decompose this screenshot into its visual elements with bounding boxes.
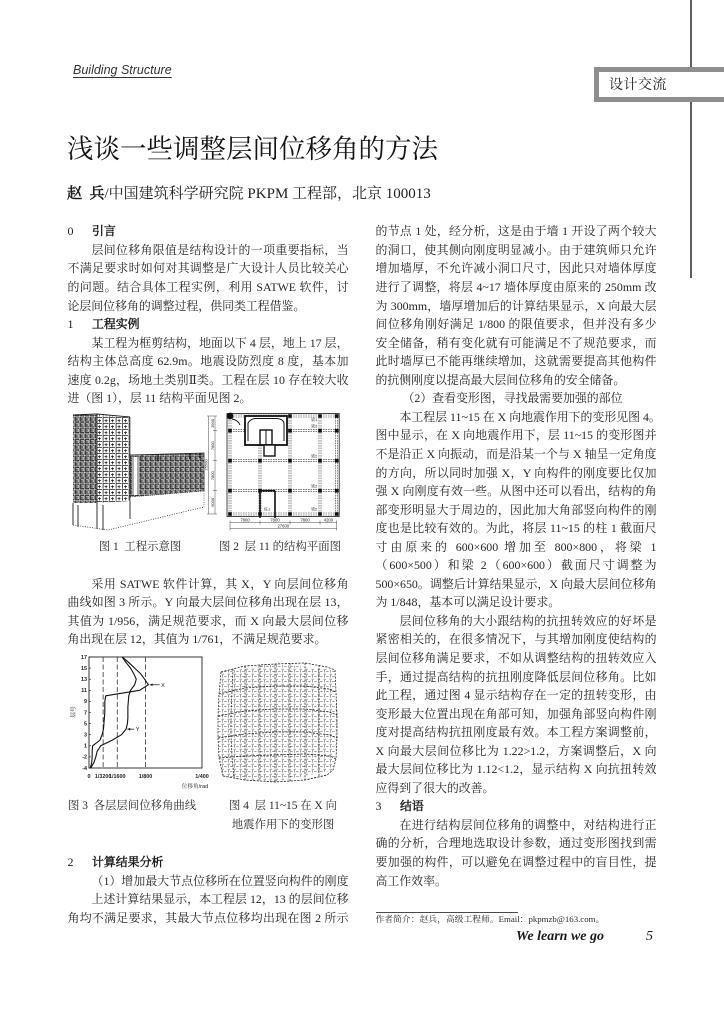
text-line: （600×500）和梁 2（600×600）截面尺寸调整为 bbox=[375, 558, 657, 573]
text-line: 层间位移角满足要求，不如从调整结构的扭转效应入 bbox=[375, 650, 657, 665]
text-line: 高工作效率。 bbox=[375, 873, 447, 888]
dimension-total-label: 27600 bbox=[277, 523, 290, 529]
text-line: 强 X 向刚度有效一些。从图中还可以看出，结构的角 bbox=[375, 484, 657, 499]
arrowhead-icon bbox=[150, 683, 153, 686]
figure-4-deformation-diagram bbox=[215, 658, 341, 786]
text-line: X 向最大层间位移比为 1.22>1.2，方案调整后，X 向 bbox=[375, 743, 657, 758]
text-line: 其值为 1/956，满足规范要求，而 X 向最大层间位移 bbox=[67, 613, 349, 628]
series-label: X bbox=[161, 682, 165, 689]
member-label: 柱1 bbox=[264, 506, 271, 512]
text-line: 不满足要求时如何对其调整是广大设计人员比较关心 bbox=[67, 261, 349, 276]
y-tick-label: 5 bbox=[84, 721, 87, 728]
x-tick-label: 1/1600 bbox=[109, 774, 126, 780]
section-number: 0 bbox=[67, 224, 74, 239]
text-line: 不是沿正 X 向振动，而是沿某一个与 X 轴呈一定角度 bbox=[375, 446, 657, 461]
text-line: 论层间位移角的调整过程，供同类工程借鉴。 bbox=[67, 298, 306, 313]
series-label: Y bbox=[135, 727, 140, 734]
margin-rule bbox=[690, 0, 692, 278]
podium-block bbox=[130, 453, 204, 497]
text-line: 安全储备，稍有变化就有可能满足不了规范要求，而 bbox=[375, 335, 657, 350]
text-line: 进（图 1），层 11 结构平面见图 2。 bbox=[67, 391, 252, 406]
column-tag-label: 设计交流 bbox=[609, 76, 667, 93]
member-label: 梁2 bbox=[311, 506, 318, 512]
dimension-label: 6000 bbox=[210, 497, 215, 507]
article-title: 浅谈一些调整层间位移角的方法 bbox=[67, 134, 438, 165]
figure-3-drift-chart bbox=[62, 650, 212, 796]
text-line: 层间位移角限值是结构设计的一项重要指标，当 bbox=[91, 242, 349, 257]
text-line: 在进行结构层间位移角的调整中，对结构进行正 bbox=[399, 817, 657, 832]
dimension-label: 7800 bbox=[210, 441, 215, 451]
text-line: 曲线如图 3 所示。Y 向最大层间位移角出现在层 13， bbox=[67, 595, 349, 610]
y-axis-label: 层号 bbox=[71, 706, 77, 718]
figure-2-floor-plan bbox=[204, 411, 346, 535]
text-line: 某工程为框剪结构，地面以下 4 层，地上 17 层， bbox=[91, 335, 349, 350]
tower-block bbox=[73, 414, 130, 503]
member-label: 梁2 bbox=[311, 453, 318, 459]
page-number: 5 bbox=[646, 929, 653, 944]
dimension-label: 7800 bbox=[240, 517, 250, 523]
figure-3-caption: 图 3 各层层间位移角曲线 bbox=[68, 800, 197, 813]
series-line-x bbox=[90, 657, 148, 768]
section-heading-conclusion bbox=[376, 797, 657, 816]
y-tick-label: 1 bbox=[84, 743, 87, 750]
text-line: 角均不满足要求，其最大节点位移均出现在图 2 所示 bbox=[67, 910, 349, 925]
x-tick-label: 0 bbox=[87, 774, 91, 780]
subheading-2: （2）查看变形图，寻找最需要加强的部位 bbox=[402, 391, 623, 406]
series-line-y bbox=[91, 657, 136, 768]
text-line: 要加强的构件，可以避免在调整过程中的盲目性，提 bbox=[375, 854, 657, 869]
text-line: 500×650。调整后计算结果显示，X 向最大层间位移角 bbox=[375, 576, 657, 591]
section-number: 3 bbox=[375, 799, 382, 814]
arrowhead-icon bbox=[127, 728, 130, 731]
section-number: 1 bbox=[67, 317, 74, 332]
figure-1-caption: 图 1 工程示意图 bbox=[98, 540, 182, 553]
text-line: 速度 0.2g，场地土类别Ⅱ类。工程在层 10 存在较大收 bbox=[67, 372, 349, 387]
text-line: 手，通过提高结构的抗扭刚度降低层间位移角。比如 bbox=[375, 669, 657, 684]
figure-2-caption: 图 2 层 11 的结构平面图 bbox=[218, 540, 342, 553]
author-footnote: 作者简介：赵兵，高级工程师。Email：pkpmzb@163.com。 bbox=[375, 914, 605, 924]
text-line: 的抗侧刚度以提高最大层间位移角的安全储备。 bbox=[375, 372, 626, 387]
text-line: 增加墙厚，不允许减小洞口尺寸，因此只对墙体厚度 bbox=[375, 261, 657, 276]
section-title: 计算结果分析 bbox=[92, 855, 164, 870]
dimension-label: 3900 bbox=[210, 418, 215, 428]
text-line: 变形最大位置出现在角部可知，加强角部竖向构件刚 bbox=[375, 706, 657, 721]
y-tick-label: 9 bbox=[84, 699, 87, 706]
dimension-total-label: 25500 bbox=[203, 459, 209, 471]
figure-1-building-sketch bbox=[70, 411, 207, 533]
subheading-1: （1）增加最大节点位移所在位置竖向构件的刚度 bbox=[91, 873, 349, 888]
text-line: 间位移角刚好满足 1/800 的限值要求，但并没有多少 bbox=[375, 317, 657, 332]
text-line: 度也是比较有效的。为此，将层 11~15 的柱 1 截面尺 bbox=[375, 521, 657, 536]
text-line: 此时墙厚已不能再继续增加，这就需要提高其他构件 bbox=[375, 354, 657, 369]
text-line: 角出现在层 12，其值为 1/761，不满足规范要求。 bbox=[67, 632, 327, 647]
author-name: 赵 兵 bbox=[67, 186, 105, 202]
text-line: 的洞口，使其侧向刚度明显减小。由于建筑师只允许 bbox=[375, 242, 657, 257]
text-line: 为 300mm，墙厚增加后的计算结果显示，X 向最大层 bbox=[375, 298, 657, 313]
text-line: 的问题。结合具体工程实例，利用 SATWE 软件，讨 bbox=[67, 280, 349, 295]
section-title: 结语 bbox=[400, 799, 424, 814]
y-tick-label: 13 bbox=[81, 677, 87, 683]
member-label: 梁2 bbox=[311, 423, 318, 429]
y-tick-label: 15 bbox=[81, 665, 87, 672]
text-line: 寸由原来的 600×600 增加至 800×800，将梁 1 bbox=[375, 539, 657, 554]
section-title: 引言 bbox=[92, 224, 116, 239]
text-line: 紧密相关的，在很多情况下，与其增加刚度使结构的 bbox=[375, 632, 657, 647]
member-label: 梁1 bbox=[311, 417, 318, 422]
x-tick-label: 1/400 bbox=[195, 774, 209, 780]
text-line: 确的分析，合理地选取设计参数，通过变形图找到需 bbox=[375, 836, 657, 851]
section-heading-project bbox=[68, 315, 349, 334]
dimension-label: 7800 bbox=[300, 517, 310, 523]
text-line: 最大层间位移比为 1.12<1.2，显示结构 X 向抗扭转效 bbox=[375, 762, 657, 777]
text-line: 的节点 1 处，经分析，这是由于墙 1 开设了两个较大 bbox=[375, 224, 657, 239]
text-line: 此工程，通过图 4 显示结构存在一定的扭转变形，由 bbox=[375, 688, 657, 703]
right-column bbox=[375, 222, 661, 890]
footer-slogan: We learn we go bbox=[516, 929, 605, 944]
text-line: 采用 SATWE 软件计算，其 X，Y 向层间位移角 bbox=[91, 576, 349, 591]
y-tick-label: 7 bbox=[84, 710, 87, 717]
text-line: 层间位移角的大小跟结构的抗扭转效应的好坏是 bbox=[399, 613, 657, 628]
y-tick-label: -2 bbox=[82, 754, 87, 761]
text-line: 应得到了很大的改善。 bbox=[375, 780, 495, 795]
section-title: 工程实例 bbox=[92, 317, 140, 332]
text-line: 为 1/848，基本可以满足设计要求。 bbox=[375, 595, 561, 610]
text-line: 本工程层 11~15 在 X 向地震作用下的变形见图 4。 bbox=[399, 409, 661, 424]
y-tick-label: -4 bbox=[82, 765, 87, 772]
text-line: 的方向，所以同时加强 X，Y 向构件的刚度要比仅加 bbox=[375, 465, 657, 480]
dimension-label: 7800 bbox=[270, 517, 280, 523]
figure-4-caption-line2: 地震作用下的变形图 bbox=[231, 819, 335, 831]
text-line: 图中显示，在 X 向地震作用下，层 11~15 的变形图并 bbox=[375, 428, 657, 443]
y-tick-label: 3 bbox=[84, 732, 87, 739]
plan-core-walls bbox=[232, 416, 287, 518]
journal-name: Building Structure bbox=[73, 63, 172, 77]
column-tag bbox=[594, 67, 724, 102]
dimension-label: 7800 bbox=[210, 471, 215, 481]
section-number: 2 bbox=[67, 855, 74, 870]
y-tick-label: 11 bbox=[81, 688, 87, 695]
text-line: 结构主体总高度 62.9m。地震设防烈度 8 度，基本加 bbox=[67, 354, 349, 369]
figure-4-caption-line1: 图 4 层 11~15 在 X 向 bbox=[229, 800, 337, 813]
x-tick-label: 1/3200 bbox=[94, 774, 112, 780]
author-line bbox=[67, 184, 431, 204]
author-affiliation: /中国建筑科学研究院 PKPM 工程部，北京 100013 bbox=[104, 186, 431, 202]
text-line: 度对提高结构抗扭刚度最有效。本工程方案调整前， bbox=[375, 725, 657, 740]
section-heading-results bbox=[68, 853, 349, 872]
text-line: 进行了调整，将层 4~17 墙体厚度由原来的 250mm 改 bbox=[375, 280, 657, 295]
section-heading-intro bbox=[68, 222, 349, 241]
text-line: 部变形明显大于周边的，因此加大角部竖向构件的刚 bbox=[375, 502, 657, 517]
y-tick-label: 17 bbox=[81, 654, 87, 661]
x-tick-label: 1/800 bbox=[138, 774, 153, 780]
text-line: 上述计算结果显示，本工程层 12，13 的层间位移 bbox=[91, 892, 349, 907]
dimension-label: 4200 bbox=[323, 517, 334, 523]
member-label: 梁2 bbox=[311, 483, 318, 489]
x-axis-label: 位移角/rad bbox=[181, 784, 209, 790]
